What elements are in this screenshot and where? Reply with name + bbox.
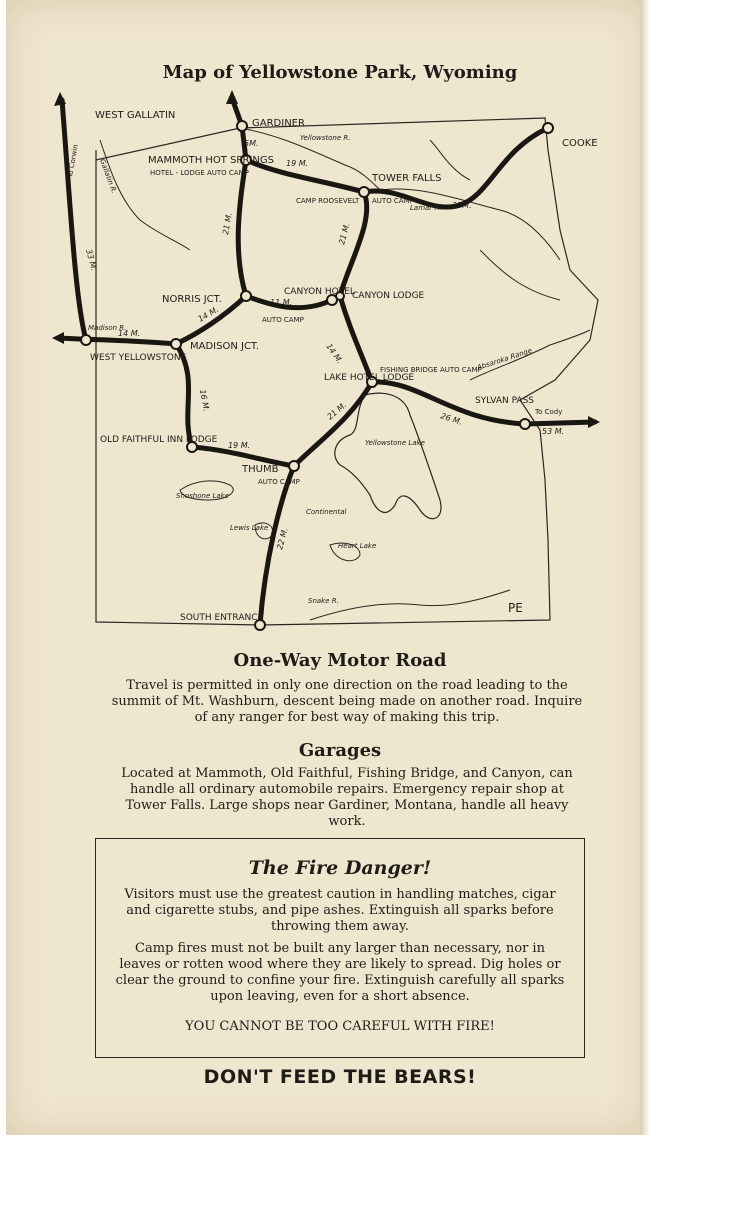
road-lake-thumb bbox=[294, 382, 372, 466]
distance-7: 11 M. bbox=[270, 298, 293, 307]
arrow-cody bbox=[588, 416, 600, 428]
label-gardiner: GARDINER bbox=[252, 118, 305, 129]
junction-cooke bbox=[543, 123, 553, 133]
label-lamar: Lamar R. bbox=[410, 204, 442, 212]
label-tower-falls: TOWER FALLS bbox=[372, 173, 442, 184]
distance-8: 14 M. bbox=[324, 341, 345, 366]
label-mammoth: MAMMOTH HOT SPRINGS bbox=[148, 155, 274, 166]
distance-6: 21 M. bbox=[337, 221, 352, 246]
label-camp-roosevelt: CAMP ROOSEVELT bbox=[296, 197, 360, 205]
garages-text: Located at Mammoth, Old Faithful, Fishing Bridge, and Canyon, can handle all ordinary automobile repairs. Emergency repair shop at Tower Falls. Large shops near Gardiner, Montana, handle all heavy work. bbox=[121, 766, 573, 829]
label-south-entrance: SOUTH ENTRANCE bbox=[180, 613, 264, 623]
label-mammoth-sub: HOTEL - LODGE AUTO CAMP bbox=[150, 169, 249, 177]
distance-14: 26 M. bbox=[439, 411, 464, 427]
junction-norris bbox=[241, 291, 251, 301]
label-signature: PE bbox=[508, 601, 523, 615]
junction-sylvan bbox=[520, 419, 530, 429]
junction-tower bbox=[359, 187, 369, 197]
label-heart: Heart Lake bbox=[338, 542, 377, 550]
creek-2 bbox=[480, 250, 560, 300]
road-to-cody bbox=[525, 422, 595, 424]
distance-9: 14 M. bbox=[196, 304, 221, 324]
fire-heading: The Fire Danger! bbox=[248, 857, 432, 879]
snake-river bbox=[310, 590, 510, 620]
distance-11: 16 M. bbox=[198, 388, 211, 413]
bears-warning: DON'T FEED THE BEARS! bbox=[203, 1066, 477, 1088]
label-canyon-auto-camp: AUTO CAMP bbox=[262, 316, 304, 324]
distance-12: 19 M. bbox=[228, 441, 251, 450]
label-lake: LAKE HOTEL LODGE bbox=[324, 373, 415, 383]
label-to-cody: To Cody bbox=[535, 408, 563, 416]
map-title: Map of Yellowstone Park, Wyoming bbox=[162, 62, 518, 83]
road-tower-cooke bbox=[364, 128, 548, 207]
road-canyon-lake bbox=[340, 296, 372, 382]
distance-10: 14 M. bbox=[118, 329, 141, 338]
label-absaroka: Absaroka Range bbox=[476, 346, 534, 372]
label-tower-auto-camp: AUTO CAMP bbox=[372, 197, 414, 205]
road-west-gallatin bbox=[62, 100, 86, 340]
arrow-west bbox=[52, 332, 64, 344]
junction-thumb bbox=[289, 461, 299, 471]
road-madison-west bbox=[58, 338, 176, 344]
label-continental: Continental bbox=[306, 508, 347, 516]
label-thumb: THUMB bbox=[242, 464, 279, 475]
fire-paragraph-1: Visitors must use the greatest caution in handling matches, cigar and cigarette stubs, and pipe ashes. Extinguish all sparks before throwing them away. bbox=[124, 887, 556, 934]
label-old-faithful: OLD FAITHFUL INN LODGE bbox=[100, 435, 218, 445]
distance-4: 33 M. bbox=[84, 248, 99, 272]
distance-2: 19 M. bbox=[286, 159, 309, 168]
junction-madison bbox=[171, 339, 181, 349]
label-fishing-bridge: FISHING BRIDGE AUTO CAMP bbox=[380, 366, 482, 374]
label-sylvan-pass: SYLVAN PASS bbox=[475, 396, 535, 406]
label-norris: NORRIS JCT. bbox=[162, 294, 222, 305]
distance-5: 21 M. bbox=[221, 211, 234, 236]
label-madison: MADISON JCT. bbox=[190, 341, 260, 352]
distance-13: 21 M. bbox=[325, 400, 349, 422]
garages-heading: Garages bbox=[298, 740, 382, 761]
fire-warning: YOU CANNOT BE TOO CAREFUL WITH FIRE! bbox=[185, 1019, 495, 1034]
label-madison-r: Madison R. bbox=[88, 324, 127, 332]
junction-west-yellowstone bbox=[81, 335, 91, 345]
label-to-corwin: To Corwin bbox=[66, 143, 80, 179]
fire-paragraph-2: Camp fires must not be built any larger than necessary, nor in leaves or rotten wood where they are likely to spread. Dig holes or clear the ground to confine your fire. Extinguish carefully all sparks upon leaving, even for a short absence. bbox=[115, 941, 565, 1004]
label-canyon-hotel: CANYON HOTEL bbox=[284, 287, 355, 297]
junction-gardiner bbox=[237, 121, 247, 131]
oneway-heading: One-Way Motor Road bbox=[233, 650, 447, 671]
label-cooke: COOKE bbox=[562, 138, 598, 149]
road-mammoth-norris bbox=[238, 160, 246, 296]
distance-16: 53 M. bbox=[542, 427, 565, 436]
label-thumb-sub: AUTO CAMP bbox=[258, 478, 300, 486]
arrow-gardiner bbox=[226, 90, 238, 104]
distance-1: 5M. bbox=[244, 139, 259, 148]
label-canyon-lodge: CANYON LODGE bbox=[352, 291, 425, 301]
label-snake: Snake R. bbox=[308, 597, 339, 605]
fire-danger-box bbox=[95, 838, 585, 1058]
label-gallatin: Gallatin R. bbox=[98, 157, 119, 195]
label-shoshone: Shoshone Lake bbox=[176, 492, 230, 500]
distance-15: 22 M. bbox=[275, 526, 290, 551]
label-yellowstone-r: Yellowstone R. bbox=[300, 134, 351, 142]
label-yellowstone-lake: Yellowstone Lake bbox=[365, 439, 425, 447]
label-west-gallatin: WEST GALLATIN bbox=[95, 110, 176, 121]
oneway-text: Travel is permitted in only one direction on the road leading to the summit of Mt. Washburn, descent being made on another road. Inquire of any ranger for best way of making this trip. bbox=[111, 678, 583, 725]
distance-3: 35M. bbox=[452, 201, 472, 210]
label-lewis: Lewis Lake bbox=[230, 524, 269, 532]
label-west-yellowstone: WEST YELLOWSTONE bbox=[90, 353, 187, 363]
